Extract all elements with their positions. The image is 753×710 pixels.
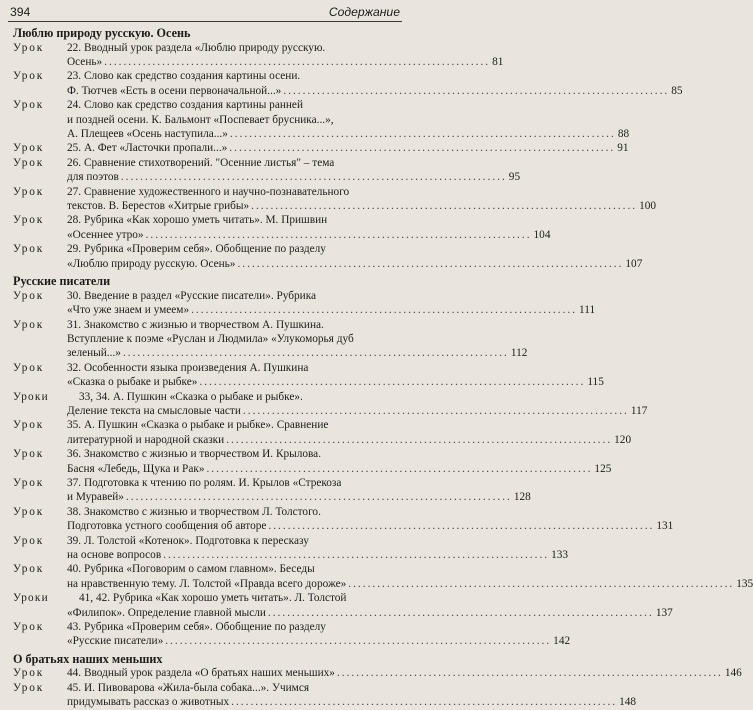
- toc-entry: [13, 534, 569, 563]
- page-ref: 128: [513, 491, 531, 504]
- lesson-title: А. Плещеев «Осень наступила...»: [67, 128, 228, 141]
- toc-entry: [13, 390, 648, 419]
- entry-text-wrap: [13, 592, 346, 604]
- lesson-title: Знакомство с жизнью и творчеством Л. Толстого.: [83, 505, 321, 518]
- toc-entry: [13, 98, 630, 141]
- entry-line: [13, 156, 397, 170]
- page-ref: 95: [508, 171, 521, 184]
- dot-leader: ................................................................................: [242, 404, 629, 417]
- entry-text-wrap: [13, 666, 335, 680]
- page-ref: 91: [617, 142, 629, 155]
- toc-entry: [13, 242, 643, 271]
- lesson-title: Слово как средство создания картины осени.: [83, 70, 301, 83]
- lesson-number: 22.: [67, 41, 82, 54]
- entry-line: [13, 141, 629, 155]
- page-ref: 88: [617, 128, 630, 141]
- lesson-number: 33, 34.: [79, 390, 111, 403]
- dot-leader: ................................................................................: [122, 347, 509, 360]
- lesson-title: Знакомство с жизнью и творчеством И. Крылова.: [83, 448, 322, 461]
- dot-leader: ................................................................................: [283, 84, 670, 97]
- lesson-number: 32.: [67, 361, 82, 374]
- lesson-title: Особенности языка произведения А. Пушкина: [83, 361, 309, 374]
- page-ref: 100: [639, 200, 657, 213]
- lesson-title: Подготовка к чтению по ролям. И. Крылов «Стрекоза: [83, 476, 342, 489]
- toc-entry: [13, 213, 551, 242]
- dot-leader: ................................................................................: [226, 433, 613, 446]
- lesson-number: 36.: [67, 448, 82, 461]
- dot-leader: ................................................................................: [348, 577, 735, 590]
- entry-line: [13, 84, 683, 98]
- toc-entry: [13, 318, 528, 361]
- lesson-label: Урок: [13, 243, 44, 256]
- lesson-number: 43.: [67, 621, 82, 634]
- entry-line: [13, 490, 531, 504]
- entry-text-wrap: [13, 419, 328, 431]
- entry-line: [13, 476, 397, 490]
- page-ref: 142: [553, 635, 571, 648]
- entry-line: [13, 591, 397, 605]
- dot-leader: ................................................................................: [268, 520, 655, 533]
- lesson-label: Урок: [13, 70, 44, 83]
- entry-text-wrap: [13, 290, 316, 302]
- lesson-label: Урок: [13, 419, 44, 432]
- table-of-contents: [13, 26, 753, 710]
- entry-line: [13, 433, 632, 447]
- dot-leader: ................................................................................: [267, 606, 654, 619]
- entry-text-wrap: [13, 448, 321, 460]
- entry-line: [13, 185, 397, 199]
- toc-entry: [13, 361, 604, 390]
- entry-text-wrap: [13, 535, 309, 547]
- entry-text-wrap: [13, 362, 308, 374]
- entry-line: [13, 257, 643, 271]
- entry-line: [13, 346, 528, 360]
- lesson-title: Рубрика «Проверим себя». Обобщение по разделу: [83, 243, 326, 256]
- lesson-label: Урок: [13, 563, 44, 576]
- lesson-label: Урок: [13, 185, 44, 198]
- lesson-number: 39.: [67, 534, 82, 547]
- entry-line: [13, 41, 397, 55]
- entry-line: [13, 242, 397, 256]
- lesson-number: 40.: [67, 563, 82, 576]
- entry-line: [13, 127, 630, 141]
- entry-line: [13, 404, 648, 418]
- lesson-label: Урок: [13, 99, 44, 112]
- lesson-number: 37.: [67, 476, 82, 489]
- lesson-title: для поэтов: [67, 171, 119, 184]
- lesson-number: 41, 42.: [79, 592, 111, 605]
- lesson-number: 29.: [67, 243, 82, 256]
- lesson-number: 25.: [67, 142, 82, 155]
- lesson-title: Рубрика «Как хорошо уметь читать». Л. Толстой: [112, 592, 347, 605]
- lesson-title: придумывать рассказ о животных: [67, 696, 230, 709]
- lesson-label: Урок: [13, 681, 44, 694]
- lesson-number: 44.: [67, 667, 82, 680]
- dot-leader: ................................................................................: [125, 491, 512, 504]
- entry-line: [13, 318, 397, 332]
- dot-leader: ................................................................................: [120, 171, 507, 184]
- lesson-number: 26.: [67, 156, 82, 169]
- toc-entry: [13, 185, 657, 214]
- lesson-label: Урок: [13, 142, 44, 155]
- dot-leader: ................................................................................: [145, 228, 532, 241]
- lesson-title: Знакомство с жизнью и творчеством А. Пушкина.: [83, 318, 324, 331]
- entry-line: [13, 519, 674, 533]
- lesson-title: «Сказка о рыбаке и рыбке»: [67, 376, 198, 389]
- entry-text-wrap: [13, 506, 321, 518]
- lesson-title: Слово как средство создания картины ранней: [83, 99, 303, 112]
- lesson-title: А. Фет «Ласточки пропали...»: [83, 142, 228, 155]
- toc-entry: [13, 156, 521, 185]
- page-ref: 107: [625, 257, 643, 270]
- lesson-label: Урок: [13, 448, 44, 461]
- lesson-title: текстов. В. Берестов «Хитрые грибы»: [67, 200, 250, 213]
- lesson-title: Рубрика «Поговорим о самом главном». Беседы: [83, 563, 315, 576]
- lesson-label: Урок: [13, 289, 44, 302]
- entry-line: [13, 634, 571, 648]
- entry-line: [13, 505, 397, 519]
- entry-line: [13, 69, 397, 83]
- toc-entry: [13, 141, 629, 155]
- lesson-number: 24.: [67, 99, 82, 112]
- running-header: [8, 4, 402, 22]
- page-ref: 148: [619, 696, 637, 709]
- entry-line: [13, 113, 397, 127]
- lesson-title: Введение в раздел «Русские писатели». Рубрика: [83, 289, 317, 302]
- lesson-title: «Русские писатели»: [67, 635, 164, 648]
- entry-line: [13, 170, 521, 184]
- entry-text-wrap: [13, 682, 309, 694]
- lesson-title: Рубрика «Проверим себя». Обобщение по разделу: [83, 621, 326, 634]
- entry-line: [13, 55, 504, 69]
- toc-entry: [13, 666, 742, 680]
- entry-line: [13, 562, 397, 576]
- entry-line: [13, 548, 569, 562]
- dot-leader: ................................................................................: [104, 56, 491, 68]
- entry-line: [13, 447, 397, 461]
- lesson-number: 38.: [67, 505, 82, 518]
- entry-line: [13, 390, 397, 404]
- dot-leader: ................................................................................: [191, 304, 578, 317]
- entry-line: [13, 213, 397, 227]
- lesson-title: А. Пушкин «Сказка о рыбаке и рыбке». Сравнение: [83, 419, 329, 432]
- lesson-number: 23.: [67, 70, 82, 83]
- entry-line: [13, 199, 657, 213]
- lesson-number: 30.: [67, 289, 82, 302]
- page-ref: 81: [492, 56, 504, 68]
- dot-leader: ................................................................................: [229, 128, 616, 141]
- page-ref: 133: [551, 549, 569, 561]
- page-ref: 146: [724, 667, 742, 680]
- dot-leader: ................................................................................: [199, 376, 586, 389]
- lesson-title: Басня «Лебедь, Щука и Рак»: [67, 462, 205, 475]
- dot-leader: ................................................................................: [336, 667, 723, 680]
- page-ref: 85: [671, 84, 683, 97]
- entry-text-wrap: [13, 243, 326, 255]
- page-ref: 135: [736, 577, 753, 590]
- lesson-label: Урок: [13, 318, 44, 331]
- lesson-label: Урок: [13, 361, 44, 374]
- lesson-title: «Люблю природу русскую. Осень»: [67, 257, 236, 270]
- lesson-number: 28.: [67, 214, 82, 227]
- lesson-title: Рубрика «Как хорошо уметь читать». М. Пришвин: [83, 214, 328, 227]
- lesson-title: «Филипок». Определение главной мысли: [67, 606, 266, 619]
- lesson-label: Урок: [13, 214, 44, 227]
- lesson-number: 45.: [67, 681, 82, 694]
- lesson-label: Урок: [13, 667, 44, 680]
- entry-line: [13, 577, 753, 591]
- entry-line: [13, 361, 397, 375]
- entry-text-wrap: [13, 157, 334, 169]
- entry-text-wrap: [13, 186, 349, 198]
- lesson-number: 27.: [67, 185, 82, 198]
- entry-text-wrap: [13, 319, 324, 331]
- entry-line: [13, 681, 397, 695]
- lesson-title: Л. Толстой «Котенок». Подготовка к пересказу: [83, 534, 309, 547]
- toc-entry: [13, 591, 673, 620]
- lesson-label: Урок: [13, 156, 44, 169]
- entry-text-wrap: [13, 70, 300, 82]
- dot-leader: ................................................................................: [251, 200, 638, 213]
- page-ref: 115: [587, 376, 604, 389]
- toc-entry: [13, 69, 683, 98]
- toc-entry: [13, 289, 596, 318]
- dot-leader: ................................................................................: [163, 549, 550, 561]
- lesson-number: 31.: [67, 318, 82, 331]
- toc-entry: [13, 476, 531, 505]
- lesson-label: Урок: [13, 476, 44, 489]
- toc-entry: [13, 620, 571, 649]
- entry-line: [13, 462, 612, 476]
- entry-text-wrap: [13, 621, 326, 633]
- page-number: 394: [10, 5, 31, 19]
- lesson-title: Вступление к поэме «Руслан и Людмила» «Улукоморья дуб: [67, 332, 354, 345]
- entry-text-wrap: [13, 99, 303, 111]
- toc-entry: [13, 447, 612, 476]
- lesson-title: на основе вопросов: [67, 549, 162, 561]
- lesson-label: Урок: [13, 534, 44, 547]
- entry-line: [13, 620, 397, 634]
- lesson-title: «Что уже знаем и умеем»: [67, 304, 190, 317]
- toc-entry: [13, 681, 637, 710]
- lesson-title: Ф. Тютчев «Есть в осени первоначальной...»: [67, 84, 282, 97]
- dot-leader: ................................................................................: [165, 635, 552, 648]
- entry-line: [13, 418, 397, 432]
- page-ref: 131: [656, 520, 674, 533]
- lesson-title: на нравственную тему. Л. Толстой «Правда всего дороже»: [67, 577, 347, 590]
- section-heading: Русские писатели: [13, 274, 111, 289]
- lesson-label: Урок: [13, 505, 44, 518]
- dot-leader: ................................................................................: [229, 142, 616, 155]
- entry-line: [13, 666, 742, 680]
- entry-line: [13, 98, 397, 112]
- lesson-title: зеленый...»: [67, 347, 121, 360]
- section-heading: Люблю природу русскую. Осень: [13, 26, 191, 40]
- dot-leader: ................................................................................: [206, 462, 593, 475]
- lesson-title: Подготовка устного сообщения об авторе: [67, 520, 267, 533]
- entry-text-wrap: [13, 391, 303, 403]
- page-ref: 125: [594, 462, 612, 475]
- entry-line: [13, 695, 637, 709]
- lesson-title: И. Пивоварова «Жила-была собака...». Учимся: [83, 681, 310, 694]
- toc-entry: [13, 418, 632, 447]
- lesson-label: Урок: [13, 621, 44, 634]
- entry-text-wrap: [13, 141, 227, 155]
- lesson-label: Урок: [13, 41, 44, 54]
- entry-text-wrap: [13, 477, 341, 489]
- page-ref: 117: [630, 404, 648, 417]
- lesson-label: Уроки: [13, 592, 49, 605]
- lesson-title: Осень»: [67, 56, 103, 68]
- entry-text-wrap: [13, 214, 327, 226]
- entry-line: [13, 303, 596, 317]
- lesson-title: Вводный урок раздела «Люблю природу русскую.: [83, 41, 326, 54]
- toc-entry: [13, 562, 753, 591]
- toc-entry: [13, 41, 504, 70]
- entry-line: [13, 228, 551, 242]
- dot-leader: ................................................................................: [231, 696, 618, 709]
- lesson-title: «Осеннее утро»: [67, 228, 144, 241]
- page-ref: 104: [533, 228, 551, 241]
- lesson-title: Деление текста на смысловые части: [67, 404, 241, 417]
- page-ref: 112: [510, 347, 528, 360]
- entry-text-wrap: [13, 563, 315, 575]
- lesson-title: Вводный урок раздела «О братьях наших меньших»: [83, 667, 335, 680]
- section-heading: О братьях наших меньших: [13, 651, 163, 666]
- page-ref: 137: [655, 606, 673, 619]
- entry-line: [13, 606, 673, 620]
- lesson-title: Сравнение художественного и научно-познавательного: [83, 185, 350, 198]
- lesson-title: А. Пушкин «Сказка о рыбаке и рыбке».: [112, 390, 303, 403]
- toc-entry: [13, 505, 674, 534]
- entry-line: [13, 289, 397, 303]
- lesson-title: и Муравей»: [67, 491, 124, 504]
- entry-text-wrap: [13, 42, 325, 54]
- lesson-title: и поздней осени. К. Бальмонт «Поспевает брусника...»,: [67, 113, 334, 126]
- lesson-title: Сравнение стихотворений. "Осенние листья" – тема: [83, 156, 335, 169]
- dot-leader: ................................................................................: [237, 257, 624, 270]
- page-ref: 120: [614, 433, 632, 446]
- lesson-label: Уроки: [13, 390, 49, 403]
- entry-line: [13, 534, 397, 548]
- entry-line: [13, 375, 604, 389]
- running-title: Содержание: [328, 5, 400, 19]
- lesson-title: литературной и народной сказки: [67, 433, 225, 446]
- lesson-number: 35.: [67, 419, 82, 432]
- page-ref: 111: [579, 304, 596, 317]
- entry-line: [13, 332, 397, 346]
